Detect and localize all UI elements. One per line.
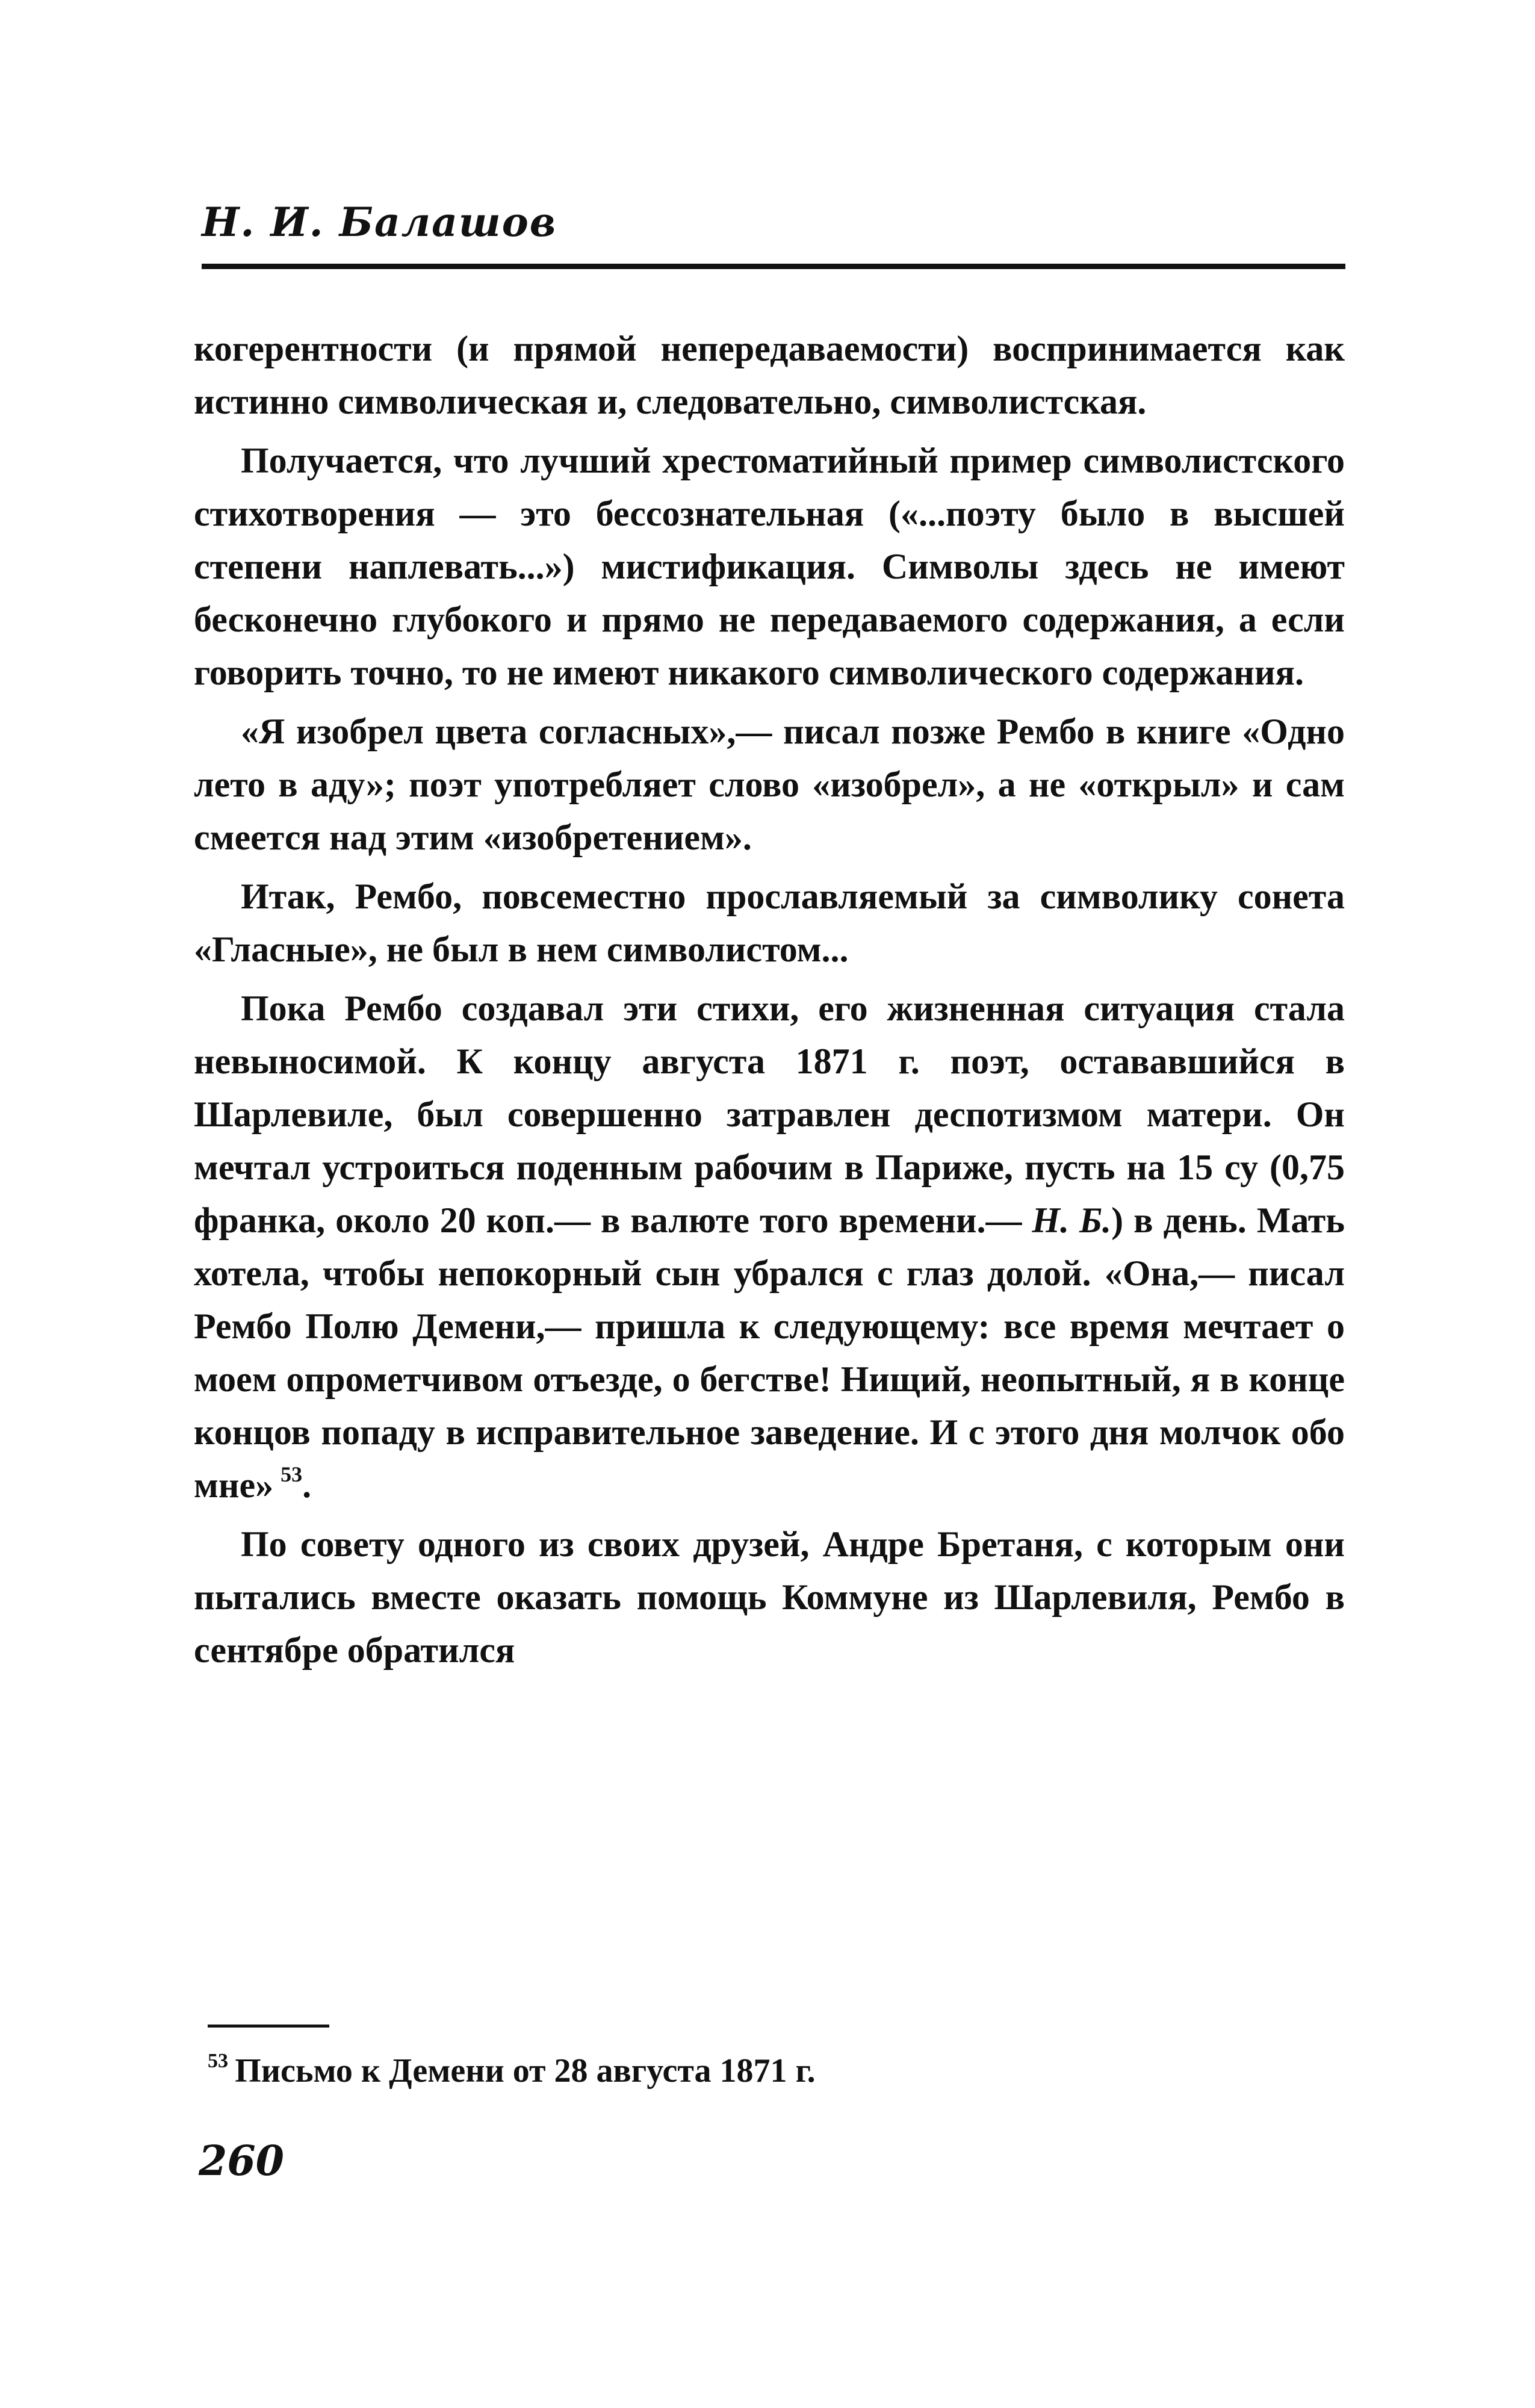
paragraph-3-text: «Я изобрел цвета согласных»,— писал позже Рембо в книге «Одно лето в аду»; поэт употребляет слово «изобрел», а не «открыл» и сам смеется над этим «изобретением».: [194, 712, 1345, 857]
header-rule: [202, 264, 1345, 269]
paragraph-5-text-end: .: [302, 1465, 312, 1505]
paragraph-1: [194, 322, 1345, 428]
footnote-text: Письмо к Демени от 28 августа 1871 г.: [235, 2052, 816, 2090]
body-text: [194, 322, 1345, 1677]
paragraph-6-text: По совету одного из своих друзей, Андре Бретаня, с которым они пытались вместе оказать помощь Коммуне из Шарлевиля, Рембо в сентябре обратился: [194, 1524, 1345, 1670]
paragraph-6: [194, 1518, 1345, 1677]
paragraph-4: [194, 870, 1345, 976]
paragraph-4-text: Итак, Рембо, повсеместно прославляемый за символику сонета «Гласные», не был в нем символистом...: [194, 877, 1345, 969]
footnote-rule: [208, 2025, 329, 2028]
paragraph-1-text: когерентности (и прямой непередаваемости) воспринимается как истинно символическая и, следовательно, символистская.: [194, 329, 1345, 421]
footnote-number: 53: [208, 2050, 228, 2072]
paragraph-2-text: Получается, что лучший хрестоматийный пример символистского стихотворения — это бессознательная («...поэту было в высшей степени наплевать...») мистификация. Символы здесь не имеют бесконечно глубокого и прямо не передаваемого содержания, а если говорить точно, то не имеют никакого символического содержания.: [194, 441, 1345, 692]
paragraph-5-text-middle: ) в день. Мать хотела, чтобы непокорный сын убрался с глаз долой. «Она,— писал Рембо Полю Демени,— пришла к следующему: все время мечтает о моем опрометчивом отъезде, о бегстве! Нищий, неопытный, я в конце концов попаду в исправительное заведение. И с этого дня молчок обо мне»: [194, 1200, 1345, 1505]
running-head: Н. И. Балашов: [202, 199, 557, 246]
page-number: 260: [199, 2137, 284, 2185]
author-initials: Н. Б.: [1032, 1200, 1112, 1240]
footnote: [208, 2047, 1339, 2095]
paragraph-3: [194, 705, 1345, 864]
paragraph-2: [194, 434, 1345, 699]
paragraph-5: [194, 982, 1345, 1512]
footnote-reference[interactable]: 53: [281, 1462, 303, 1486]
paragraph-5-text-start: Пока Рембо создавал эти стихи, его жизненная ситуация стала невыносимой. К концу августа 1871 г. поэт, остававшийся в Шарлевиле, был совершенно затравлен деспотизмом матери. Он мечтал устроиться поденным рабочим в Париже, пусть на 15 су (0,75 франка, около 20 коп.— в валюте того времени.—: [194, 988, 1345, 1240]
